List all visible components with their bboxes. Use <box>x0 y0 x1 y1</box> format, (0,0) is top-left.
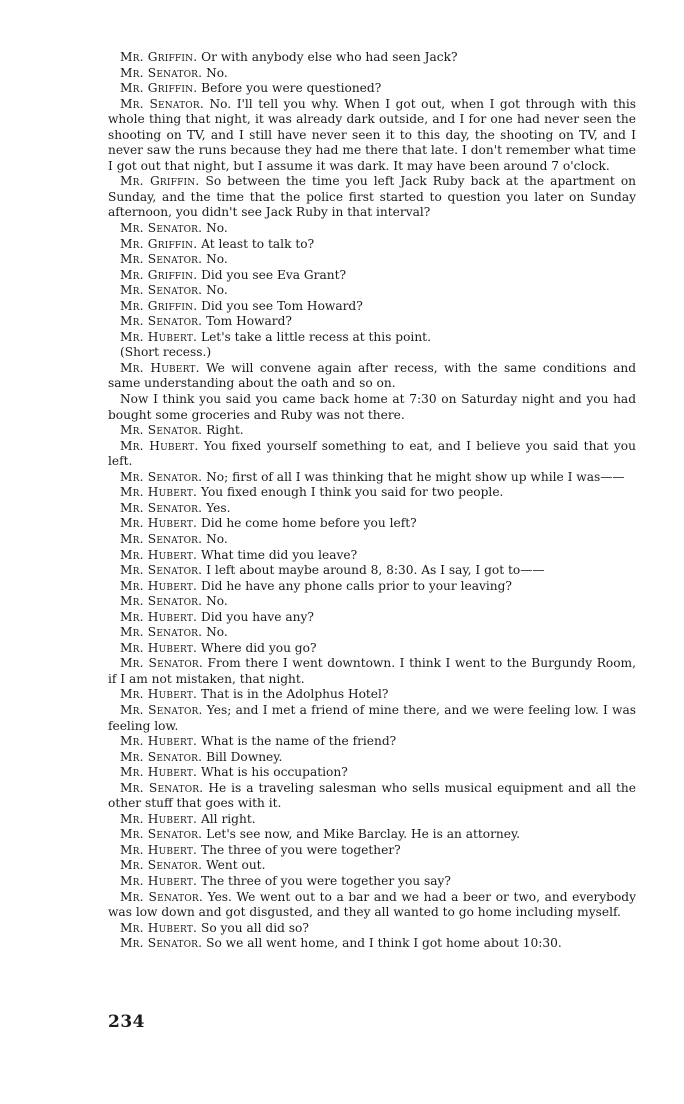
speaker-label: Mr. Hubert. <box>120 609 198 624</box>
speaker-label: Mr. Senator. <box>120 423 203 438</box>
transcript-paragraph <box>108 516 636 532</box>
speech-text: Yes; and I met a friend of mine there, and we were feeling low. I was feeling low. <box>108 702 636 733</box>
transcript-paragraph <box>108 470 636 486</box>
speaker-label: Mr. Senator. <box>120 469 203 484</box>
speaker-label: Mr. Griffin. <box>120 50 198 64</box>
speech-text: No. <box>206 531 228 546</box>
speech-text: Did he have any phone calls prior to your leaving? <box>200 578 512 593</box>
speech-text: No; first of all I was thinking that he might show up while I was—— <box>206 469 625 484</box>
speaker-label: Mr. Senator. <box>120 702 203 717</box>
speaker-label: Mr. Griffin. <box>120 267 198 282</box>
transcript-paragraph <box>108 314 636 330</box>
transcript-paragraph <box>108 330 636 346</box>
transcript-paragraph <box>108 765 636 781</box>
speaker-label: Mr. Senator. <box>120 858 203 873</box>
speaker-label: Mr. Hubert. <box>120 920 198 935</box>
transcript-paragraph <box>108 66 636 82</box>
speech-text: He is a traveling salesman who sells musical equipment and all the other stuff that goes with it. <box>108 780 636 811</box>
speaker-label: Mr. Senator. <box>120 531 203 546</box>
speech-text: That is in the Adolphus Hotel? <box>200 687 389 702</box>
speaker-label: Mr. Senator. <box>120 500 203 515</box>
transcript-paragraph <box>108 936 636 952</box>
transcript-paragraph <box>108 734 636 750</box>
speech-text: Tom Howard? <box>206 314 292 329</box>
speech-text: Or with anybody else who had seen Jack? <box>201 50 458 64</box>
speech-text: Did you see Tom Howard? <box>201 298 363 313</box>
speaker-label: Mr. Senator. <box>120 252 203 267</box>
speaker-label: Mr. Senator. <box>120 283 203 298</box>
transcript-paragraph <box>108 501 636 517</box>
transcript-paragraph <box>108 579 636 595</box>
transcript-paragraph <box>108 858 636 874</box>
transcript-paragraph <box>108 299 636 315</box>
speech-text: You fixed yourself something to eat, and I believe you said that you left. <box>108 438 636 469</box>
speaker-label: Mr. Hubert. <box>120 438 199 453</box>
speaker-label: Mr. Hubert. <box>120 873 198 888</box>
transcript-paragraph <box>108 174 636 221</box>
speech-text: What is the name of the friend? <box>200 734 397 749</box>
transcript-paragraph <box>108 625 636 641</box>
transcript-paragraph <box>108 874 636 890</box>
transcript-paragraph <box>108 594 636 610</box>
speaker-label: Mr. Hubert. <box>120 329 198 344</box>
speaker-label: Mr. Senator. <box>120 625 203 640</box>
transcript-paragraph <box>108 812 636 828</box>
transcript-paragraph <box>108 345 636 361</box>
transcript-paragraph <box>108 97 636 175</box>
transcript-paragraph <box>108 50 636 66</box>
speaker-label: Mr. Senator. <box>120 314 203 329</box>
transcript-paragraph <box>108 283 636 299</box>
speech-text: No. <box>206 65 228 80</box>
page-number: 234 <box>108 1012 145 1032</box>
transcript-paragraph <box>108 81 636 97</box>
transcript-paragraph <box>108 252 636 268</box>
transcript-paragraph <box>108 703 636 734</box>
transcript-paragraph <box>108 563 636 579</box>
speaker-label: Mr. Griffin. <box>120 298 198 313</box>
speaker-label: Mr. Senator. <box>120 594 203 609</box>
speech-text: Did he come home before you left? <box>200 516 417 531</box>
speaker-label: Mr. Hubert. <box>120 640 198 655</box>
speaker-label: Mr. Hubert. <box>120 516 198 531</box>
transcript-paragraph <box>108 827 636 843</box>
speech-text: Did you see Eva Grant? <box>201 267 347 282</box>
transcript-paragraph <box>108 641 636 657</box>
speaker-label: Mr. Senator. <box>120 96 204 111</box>
speech-text: Let's take a little recess at this point. <box>200 329 431 344</box>
transcript-paragraph <box>108 392 636 423</box>
speaker-label: Mr. Senator. <box>120 827 203 842</box>
speech-text: We will convene again after recess, with the same conditions and same understanding about the oath and so on. <box>108 360 637 391</box>
speaker-label: Mr. Senator. <box>120 936 203 951</box>
speaker-label: Mr. Hubert. <box>120 578 198 593</box>
speech-text: Bill Downey. <box>206 749 283 764</box>
speaker-label: Mr. Senator. <box>120 221 203 236</box>
speaker-label: Mr. Senator. <box>120 65 203 80</box>
speech-text: From there I went downtown. I think I went to the Burgundy Room, if I am not mistaken, that night. <box>108 656 636 686</box>
speech-text: So you all did so? <box>200 920 309 935</box>
speech-text: No. <box>206 283 228 298</box>
transcript-paragraph <box>108 548 636 564</box>
speech-text: Yes. <box>206 500 231 515</box>
speaker-label: Mr. Hubert. <box>120 734 198 749</box>
speaker-label: Mr. Hubert. <box>120 842 198 857</box>
transcript-paragraph <box>108 656 636 687</box>
transcript-paragraph <box>108 610 636 626</box>
speaker-label: Mr. Hubert. <box>120 765 198 780</box>
speaker-label: Mr. Griffin. <box>120 81 198 96</box>
speaker-label: Mr. Senator. <box>120 656 203 671</box>
transcript-paragraph <box>108 423 636 439</box>
speech-text: Where did you go? <box>200 640 317 655</box>
transcript-body <box>108 50 636 952</box>
transcript-paragraph <box>108 843 636 859</box>
speech-text: So between the time you left Jack Ruby back at the apartment on Sunday, and the time that the police first started to question you later on Sunday afternoon, you didn't see Jack Ruby in that interval? <box>108 174 637 220</box>
speech-text: Did you have any? <box>200 609 314 624</box>
speech-text: At least to talk to? <box>201 236 315 251</box>
speech-text: No. <box>206 221 228 236</box>
speech-text: No. <box>206 594 228 609</box>
speech-text: What is his occupation? <box>200 765 348 780</box>
transcript-paragraph <box>108 890 636 921</box>
speech-text: No. <box>206 252 228 267</box>
transcript-paragraph <box>108 781 636 812</box>
transcript-paragraph <box>108 750 636 766</box>
transcript-paragraph <box>108 221 636 237</box>
speech-text: So we all went home, and I think I got home about 10:30. <box>206 936 562 951</box>
speech-text: Now I think you said you came back home at 7:30 on Saturday night and you had bought some groceries and Ruby was not there. <box>108 392 636 422</box>
transcript-paragraph <box>108 485 636 501</box>
speaker-label: Mr. Hubert. <box>120 360 200 375</box>
speaker-label: Mr. Senator. <box>120 749 203 764</box>
speaker-label: Mr. Hubert. <box>120 687 198 702</box>
speech-text: Yes. We went out to a bar and we had a beer or two, and everybody was low down and got disgusted, and they all wanted to go home including myself. <box>108 889 636 920</box>
transcript-paragraph <box>108 439 636 470</box>
speech-text: No. I'll tell you why. When I got out, when I got through with this whole thing that night, it was already dark outside, and I for one had never seen the shooting on TV, and I still have never seen it to this day, the shooting on TV, and I never saw the runs because they had me there that late. I don't remember what time I got out that night, but I assume it was dark. It may have been around 7 o'clock. <box>108 96 637 173</box>
transcript-paragraph <box>108 921 636 937</box>
transcript-paragraph <box>108 268 636 284</box>
speech-text: The three of you were together? <box>200 842 401 857</box>
speech-text: No. <box>206 625 228 640</box>
speech-text: Let's see now, and Mike Barclay. He is an attorney. <box>206 827 521 842</box>
transcript-paragraph <box>108 532 636 548</box>
speech-text: (Short recess.) <box>120 345 212 360</box>
speaker-label: Mr. Hubert. <box>120 547 198 562</box>
speech-text: Right. <box>206 423 244 438</box>
speech-text: Went out. <box>206 858 266 873</box>
speech-text: All right. <box>200 811 256 826</box>
transcript-paragraph <box>108 237 636 253</box>
speaker-label: Mr. Hubert. <box>120 811 198 826</box>
speech-text: I left about maybe around 8, 8:30. As I say, I got to—— <box>206 563 545 578</box>
transcript-paragraph <box>108 361 636 392</box>
speech-text: What time did you leave? <box>200 547 358 562</box>
speaker-label: Mr. Senator. <box>120 563 203 578</box>
speaker-label: Mr. Senator. <box>120 780 204 795</box>
speech-text: Before you were questioned? <box>201 81 382 96</box>
speech-text: The three of you were together you say? <box>200 873 451 888</box>
speaker-label: Mr. Hubert. <box>120 485 198 500</box>
speaker-label: Mr. Griffin. <box>120 236 198 251</box>
transcript-paragraph <box>108 687 636 703</box>
speech-text: You fixed enough I think you said for two people. <box>200 485 504 500</box>
speaker-label: Mr. Senator. <box>120 889 203 904</box>
speaker-label: Mr. Griffin. <box>120 174 200 189</box>
